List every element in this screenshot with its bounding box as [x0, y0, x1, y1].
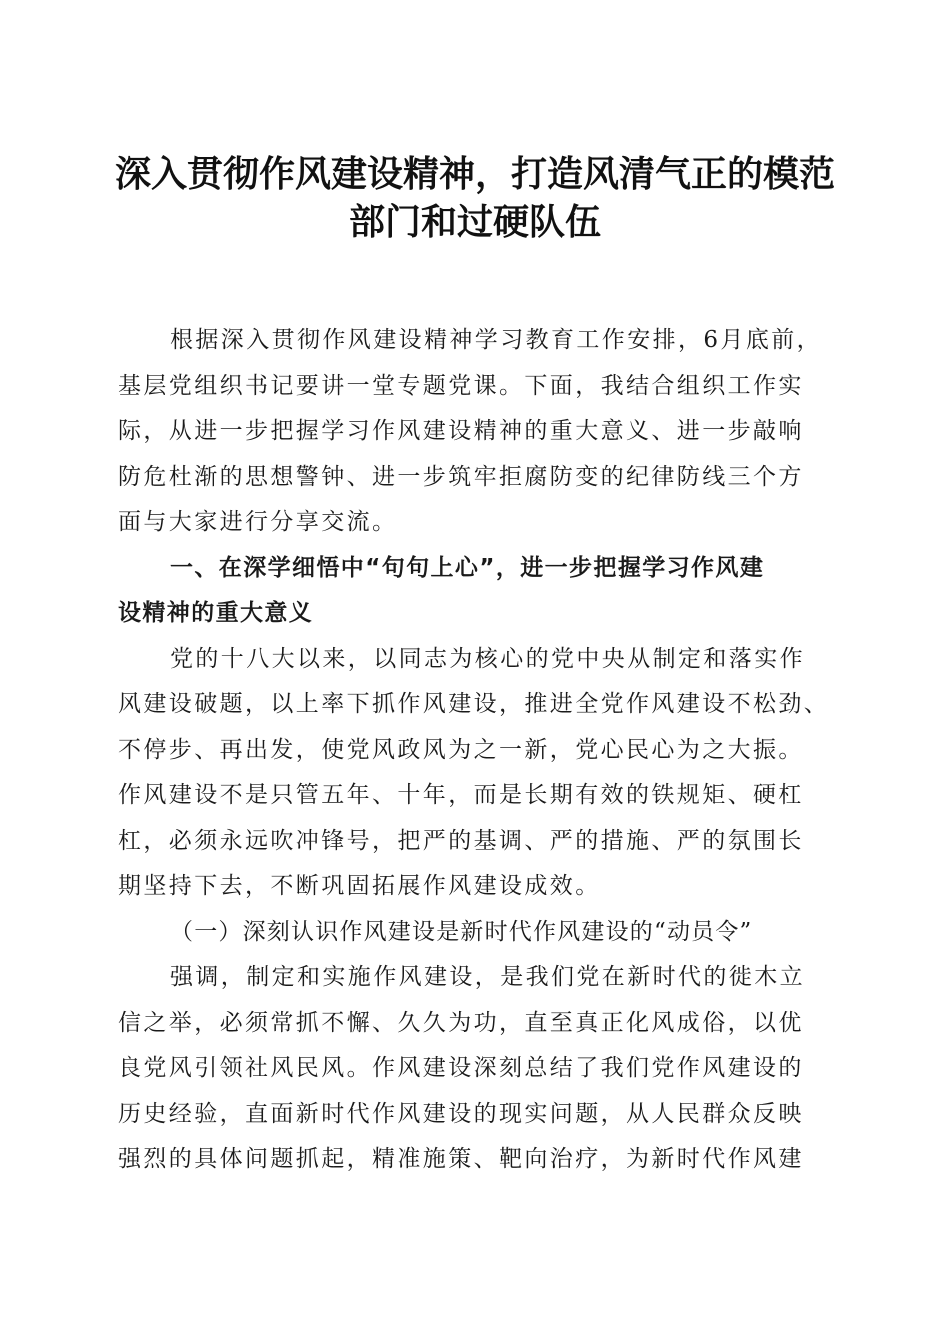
section-heading-line: 一、在深学细悟中“句句上心”，进一步把握学习作风建 — [170, 554, 765, 581]
paragraph-line: 强调，制定和实施作风建设，是我们党在新时代的徙木立 — [170, 964, 805, 990]
intro-line: 基层党组织书记要讲一堂专题党课。下面，我结合组织工作实 — [118, 372, 804, 399]
intro-line: 根据深入贯彻作风建设精神学习教育工作安排，6月底前， — [170, 327, 823, 353]
paragraph-line: 党的十八大以来，以同志为核心的党中央从制定和落实作 — [170, 645, 805, 672]
paragraph-line: 风建设破题，以上率下抓作风建设，推进全党作风建设不松劲、 — [118, 691, 830, 717]
paragraph-line: 良党风引领社风民风。作风建设深刻总结了我们党作风建设的 — [118, 1055, 804, 1081]
intro-line: 防危杜渐的思想警钟、进一步筑牢拒腐防变的纪律防线三个方 — [118, 463, 804, 490]
paragraph-line: 信之举，必须常抓不懈、久久为功，直至真正化风成俗，以优 — [118, 1009, 804, 1036]
paragraph-line: 强烈的具体问题抓起，精准施策、靶向治疗，为新时代作风建 — [118, 1146, 804, 1172]
title-line-2: 部门和过硬队伍 — [348, 201, 601, 243]
paragraph-line: 杠，必须永远吹冲锋号，把严的基调、严的措施、严的氛围长 — [118, 827, 804, 854]
document-body — [118, 318, 834, 1183]
section-heading-line: 设精神的重大意义 — [118, 600, 314, 626]
paragraph-line: 期坚持下去，不断巩固拓展作风建设成效。 — [118, 873, 601, 899]
paragraph-line: 历史经验，直面新时代作风建设的现实问题，从人民群众反映 — [118, 1100, 804, 1127]
subsection-heading: （一）深刻认识作风建设是新时代作风建设的“动员令” — [170, 918, 753, 945]
intro-line: 际，从进一步把握学习作风建设精神的重大意义、进一步敲响 — [118, 418, 804, 444]
document-title — [100, 150, 850, 246]
paragraph-line: 作风建设不是只管五年、十年，而是长期有效的铁规矩、硬杠 — [118, 782, 804, 808]
title-line-1: 深入贯彻作风建设精神，打造风清气正的模范 — [114, 153, 835, 195]
paragraph-line: 不停步、再出发，使党风政风为之一新，党心民心为之大振。 — [118, 736, 804, 763]
intro-line: 面与大家进行分享交流。 — [118, 509, 398, 535]
